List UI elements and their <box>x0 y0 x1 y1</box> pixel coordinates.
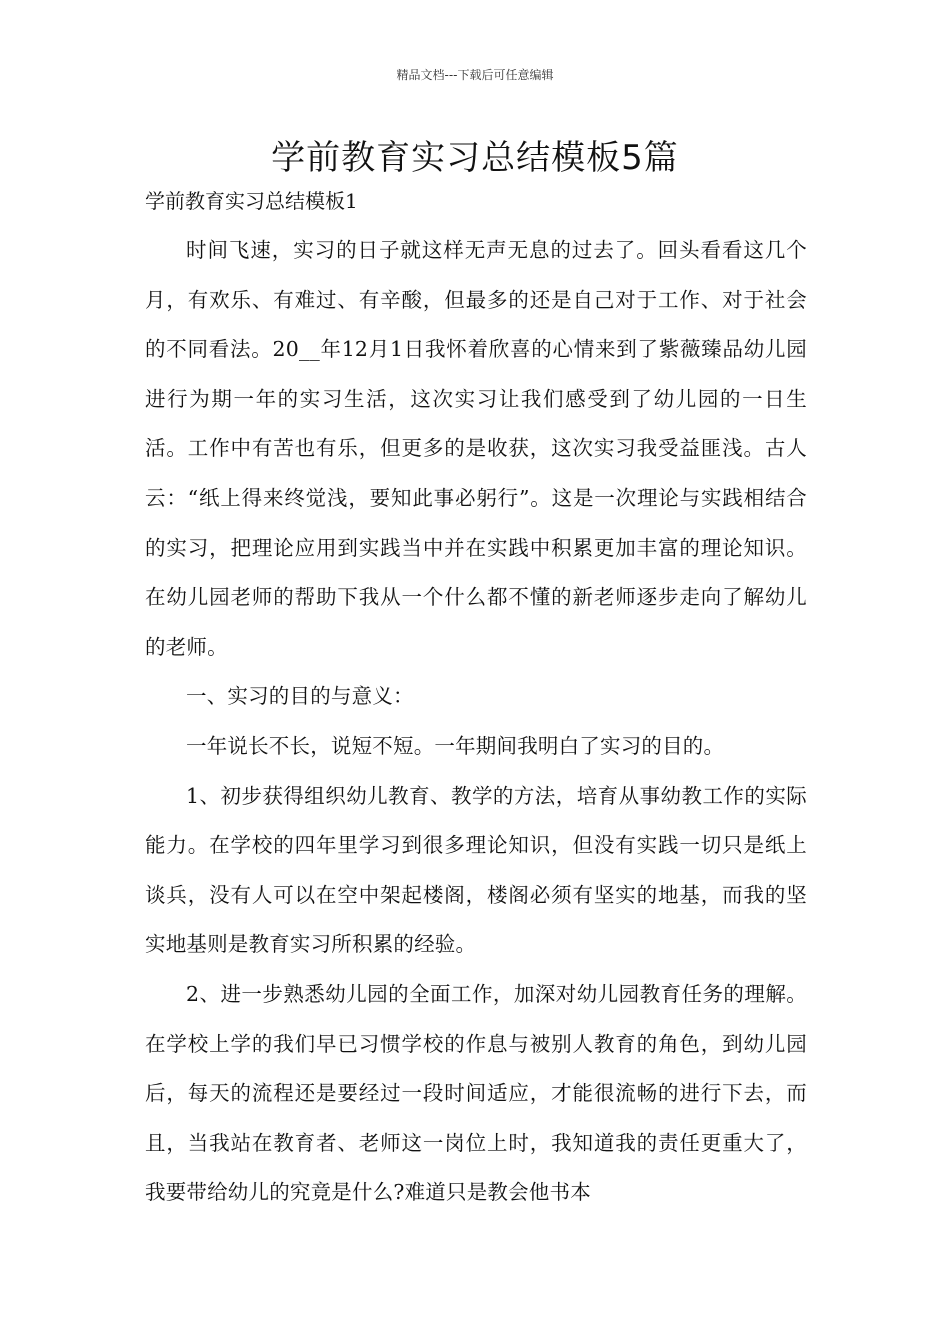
paragraph-intro: 时间飞速，实习的日子就这样无声无息的过去了。回头看看这几个月，有欢乐、有难过、有辛酸，但最多的还是自己对于工作、对于社会的不同看法。20__年12月1日我怀着欣喜的心情来到了紫薇臻品幼儿园进行为期一年的实习生活，这次实习让我们感受到了幼儿园的一日生活。工作中有苦也有乐，但更多的是收获，这次实习我受益匪浅。古人云：“纸上得来终觉浅，要知此事必躬行”。这是一次理论与实践相结合的实习，把理论应用到实践当中并在实践中积累更加丰富的理论知识。在幼儿园老师的帮助下我从一个什么都不懂的新老师逐步走向了解幼儿的老师。 <box>145 238 807 659</box>
paragraph-heading-purpose: 一、实习的目的与意义： <box>186 684 414 709</box>
paragraph-purpose-summary: 一年说长不长，说短不短。一年期间我明白了实习的目的。 <box>186 733 725 758</box>
section-subtitle: 学前教育实习总结模板1 <box>145 189 358 213</box>
paragraph-point-2: 2、进一步熟悉幼儿园的全面工作，加深对幼儿园教育任务的理解。在学校上学的我们早已习惯学校的作息与被别人教育的角色，到幼儿园后，每天的流程还是要经过一段时间适应，才能很流畅的进行下去，而且，当我站在教育者、老师这一岗位上时，我知道我的责任更重大了，我要带给幼儿的究竟是什么?难道只是教会他书本 <box>145 981 807 1205</box>
document-body <box>145 226 807 1218</box>
paragraph-point-1: 1、初步获得组织幼儿教育、教学的方法，培育从事幼教工作的实际能力。在学校的四年里学习到很多理论知识，但没有实践一切只是纸上谈兵，没有人可以在空中架起楼阁，楼阁必须有坚实的地基，而我的坚实地基则是教育实习所积累的经验。 <box>145 783 807 957</box>
document-title: 学前教育实习总结模板5篇 <box>271 138 679 178</box>
header-note: 精品文档---下载后可任意编辑 <box>396 68 554 82</box>
